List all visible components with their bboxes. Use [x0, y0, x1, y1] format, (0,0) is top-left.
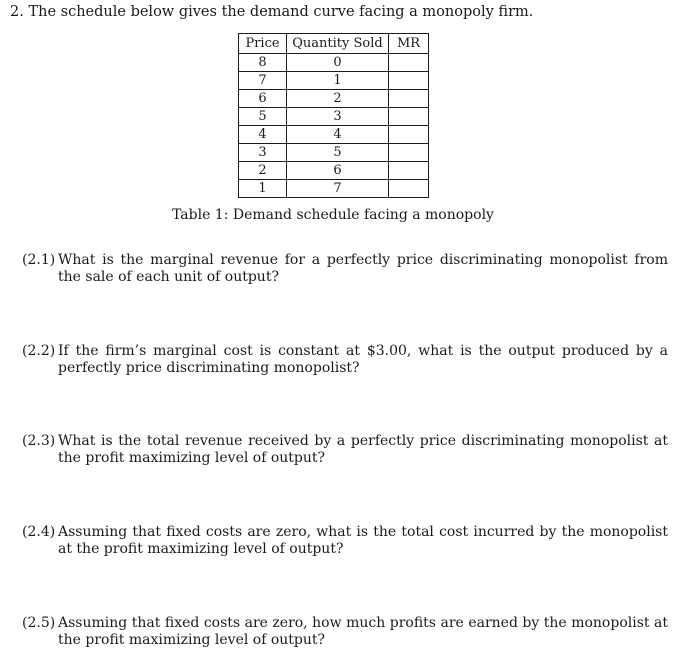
cell-mr [389, 162, 429, 180]
cell-price: 7 [239, 72, 287, 90]
question-2-3 [22, 433, 668, 467]
cell-mr [389, 90, 429, 108]
question-2-2 [22, 343, 668, 377]
header-mr: MR [389, 34, 429, 54]
table-caption: Table 1: Demand schedule facing a monopoly [172, 207, 494, 223]
question-2-4 [22, 524, 668, 558]
table-row [239, 90, 429, 108]
cell-quantity: 7 [287, 180, 389, 198]
cell-price: 6 [239, 90, 287, 108]
cell-price: 1 [239, 180, 287, 198]
table-row [239, 126, 429, 144]
cell-price: 5 [239, 108, 287, 126]
cell-mr [389, 108, 429, 126]
header-price: Price [239, 34, 287, 54]
cell-quantity: 2 [287, 90, 389, 108]
problem-heading: 2. The schedule below gives the demand curve facing a monopoly firm. [10, 4, 534, 20]
cell-price: 8 [239, 54, 287, 72]
question-text: Assuming that fixed costs are zero, what is the total cost incurred by the monopolist at the profit maximizing level of output? [58, 524, 668, 557]
cell-mr [389, 126, 429, 144]
demand-schedule-table [238, 33, 429, 198]
question-text: What is the marginal revenue for a perfectly price discriminating monopolist from the sale of each unit of output? [58, 252, 668, 285]
question-number: (2.5) [22, 615, 56, 631]
cell-price: 3 [239, 144, 287, 162]
question-text: Assuming that fixed costs are zero, how much profits are earned by the monopolist at the profit maximizing level of output? [58, 615, 668, 648]
cell-mr [389, 72, 429, 90]
cell-quantity: 6 [287, 162, 389, 180]
question-2-1 [22, 252, 668, 286]
cell-mr [389, 180, 429, 198]
question-text: If the firm’s marginal cost is constant at $3.00, what is the output produced by a perfectly price discriminating monopolist? [58, 343, 668, 376]
cell-mr [389, 144, 429, 162]
cell-quantity: 5 [287, 144, 389, 162]
cell-quantity: 0 [287, 54, 389, 72]
cell-quantity: 1 [287, 72, 389, 90]
table-row [239, 72, 429, 90]
table-row [239, 54, 429, 72]
cell-price: 2 [239, 162, 287, 180]
question-text: What is the total revenue received by a perfectly price discriminating monopolist at the profit maximizing level of output? [58, 433, 668, 466]
header-quantity-sold: Quantity Sold [287, 34, 389, 54]
table-row [239, 144, 429, 162]
question-number: (2.1) [22, 252, 56, 268]
question-number: (2.3) [22, 433, 56, 449]
question-number: (2.2) [22, 343, 56, 359]
cell-quantity: 3 [287, 108, 389, 126]
table-header-row [239, 34, 429, 54]
cell-mr [389, 54, 429, 72]
cell-price: 4 [239, 126, 287, 144]
cell-quantity: 4 [287, 126, 389, 144]
table-row [239, 180, 429, 198]
question-number: (2.4) [22, 524, 56, 540]
question-2-5 [22, 615, 668, 649]
table-row [239, 162, 429, 180]
table-row [239, 108, 429, 126]
